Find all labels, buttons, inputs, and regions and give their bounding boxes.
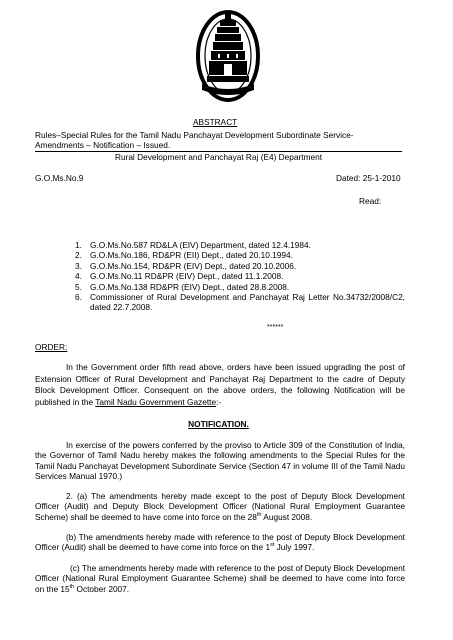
- separator-stars: ******: [267, 324, 284, 331]
- list-item: 4. G.O.Ms.No.11 RD&PR (EIV) Dept., dated 11.1.2008.: [75, 271, 284, 282]
- list-item: 1. G.O.Ms.No.587 RD&LA (EIV) Department, dated 12.4.1984.: [75, 240, 311, 250]
- paragraph-2c: (c) The amendments hereby made with reference to the post of Deputy Block Development Officer (National Rural Employment Guarantee Scheme) shall be deemed to have come into force on the 15th October 2007.: [35, 563, 405, 594]
- list-item: 5. G.O.Ms.No.138 RD&PR (EIV) Dept., dated 28.8.2008.: [75, 281, 290, 292]
- department-name: Rural Development and Panchayat Raj (E4) Department: [114, 152, 323, 162]
- subject-line-1: Rules–Special Rules for the Tamil Nadu Panchayat Development Subordinate Service-: [35, 130, 354, 140]
- subject-line-2: Amendments – Notification – Issued.: [35, 140, 171, 150]
- read-label: Read:: [359, 196, 382, 206]
- order-paragraph: In the Government order fifth read above, orders have been issued upgrading the post of Extension Officer of Rural Development and Panchayat Raj Department to the cadre of Deputy Block Development Officer. Consequent on the above orders, the following Notification will be published in the Tamil Nadu Government Gazette:-: [35, 362, 405, 407]
- tamil-nadu-emblem-icon: [196, 6, 260, 104]
- list-item: 6. Commissioner of Rural Development and Panchayat Raj Letter No.34732/2008/C2, dated 22.7.2008.: [75, 292, 405, 313]
- notification-heading: NOTIFICATION.: [188, 419, 249, 429]
- list-item: 3. G.O.Ms.No.154, RD&PR (EIV) Dept., dated 20.10.2006.: [75, 260, 297, 271]
- reference-list: [75, 240, 405, 313]
- go-date: Dated: 25-1-2010: [336, 173, 401, 183]
- notification-paragraph: In exercise of the powers conferred by the proviso to Article 309 of the Constitution of India, the Governor of Tamil Nadu hereby makes the following amendments to the Special Rules for the Tamil Nadu Panchayat Development Subordinate Service (Section 47 in volume III of the Tamil Nadu Services Manual 1970.): [35, 440, 405, 482]
- list-item: 2. G.O.Ms.No.186, RD&PR (EII) Dept., dated 20.10.1994.: [75, 250, 293, 261]
- order-label: ORDER:: [35, 342, 68, 352]
- abstract-heading: ABSTRACT: [193, 117, 238, 127]
- go-number: G.O.Ms.No.9: [35, 173, 84, 183]
- gazette-name: Tamil Nadu Government Gazette: [95, 396, 217, 407]
- paragraph-2a: 2. (a) The amendments hereby made except to the post of Deputy Block Development Officer (Audit) and Deputy Block Development Officer (National Rural Employment Guarantee Scheme) shall be deemed to have come into force on the 28th August 2008.: [35, 491, 405, 522]
- paragraph-2b: (b) The amendments hereby made with reference to the post of Deputy Block Development Officer (Audit) shall be deemed to have come into force on the 1st July 1997.: [35, 532, 405, 553]
